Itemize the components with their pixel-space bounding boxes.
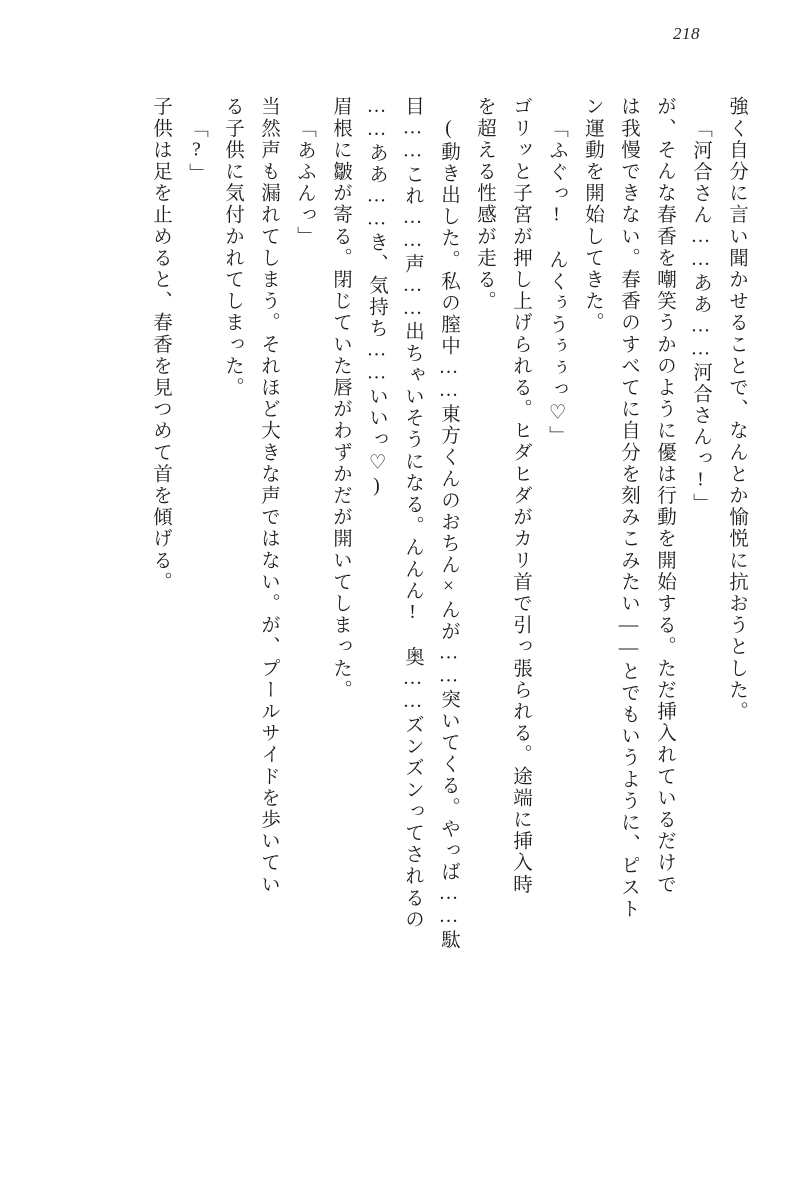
text-column: 強く自分に言い聞かせることで、なんとか愉悦に抗おうとした。 [726, 96, 747, 723]
text-column: 「河合さん……ああ……河合さんっ!」 [690, 118, 711, 515]
page-number: 218 [673, 24, 700, 43]
text-column: ……ああ……き、気持ち……いいっ♡) [366, 96, 387, 499]
text-column: (動き出した。私の膣中……東方くんのおちん×んが……突いてくる。やっば……駄 [438, 118, 459, 951]
text-column: が、そんな春香を嘲笑うかのように優は行動を開始する。ただ挿入れているだけで [654, 96, 675, 896]
text-column: 当然声も漏れてしまう。それほど大きな声ではない。が、プールサイドを歩いてい [258, 96, 279, 896]
text-column: は我慢できない。春香のすべてに自分を刻みこみたい——とでもいうように、ピスト [618, 96, 639, 920]
text-column: を超える性感が走る。 [474, 96, 495, 312]
text-column: ゴリッと子宮が押し上げられる。ヒダヒダがカリ首で引っ張られる。途端に挿入時 [510, 96, 531, 896]
text-column: 「?」 [186, 118, 207, 185]
text-column: る子供に気付かれてしまった。 [222, 96, 243, 399]
text-column: 眉根に皺が寄る。閉じていた唇がわずかだが開いてしまった。 [330, 96, 351, 701]
text-column: 「あふんっ」 [294, 118, 315, 248]
page-text-body [40, 96, 746, 1152]
text-column: 「ふぐっ! んくぅうぅぅっ♡」 [546, 118, 567, 447]
text-column: 子供は足を止めると、春香を見つめて首を傾げる。 [150, 96, 171, 593]
text-column: 目……これ……声……出ちゃいそうになる。んんん! 奥……ズンズンってされるの [402, 96, 423, 931]
text-column: ン運動を開始してきた。 [582, 96, 603, 334]
